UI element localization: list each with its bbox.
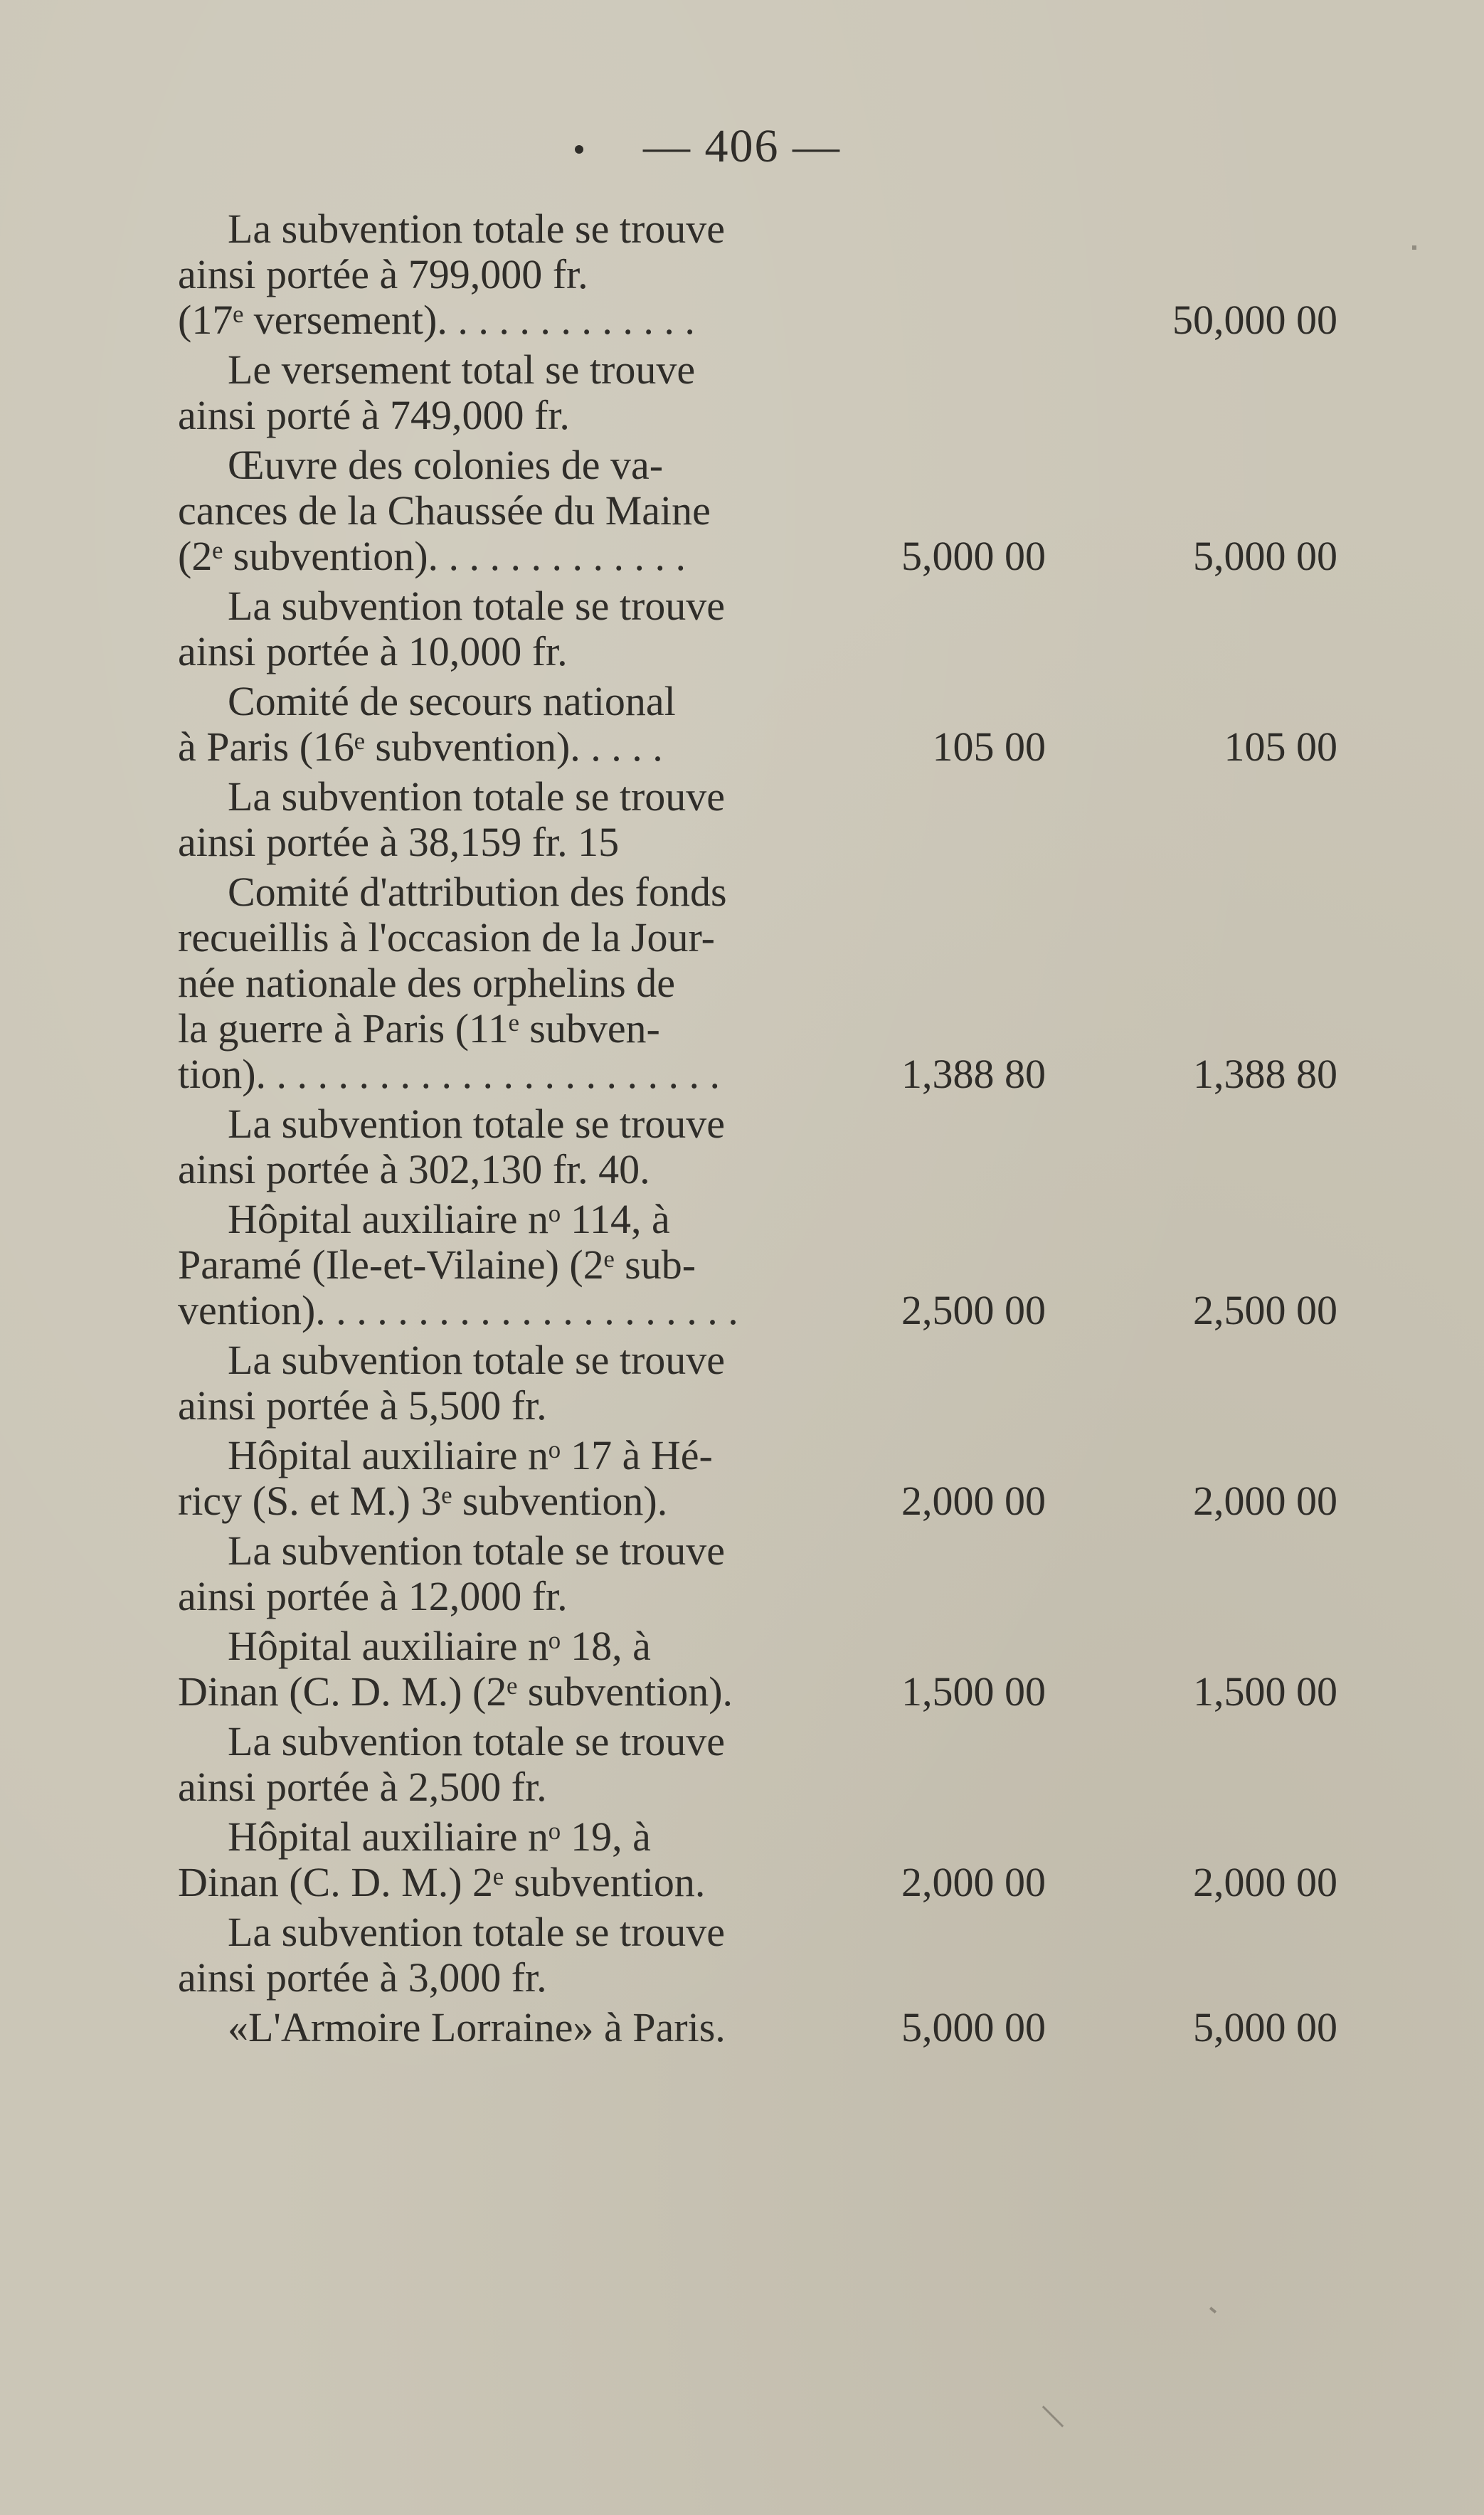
entry-description — [178, 1719, 761, 1810]
entry-text-line: ainsi portée à 38,159 fr. 15 — [178, 819, 620, 865]
ledger-entries — [0, 206, 1484, 2055]
entry-text-line: Œuvre des colonies de va- — [228, 442, 664, 488]
ledger-entry — [0, 1197, 1484, 1333]
ledger-entry — [0, 1101, 1484, 1192]
ledger-entry — [0, 347, 1484, 438]
entry-text-line: ainsi portée à 302,130 fr. 40. — [178, 1146, 650, 1192]
entry-text-line: La subvention totale se trouve — [228, 773, 726, 820]
entry-text-line: ricy (S. et M.) 3ᵉ subvention). — [178, 1478, 668, 1524]
entry-text-line: la guerre à Paris (11ᵉ subven- — [178, 1005, 660, 1052]
entry-text-line: (2ᵉ subvention). . . . . . . . . . . . . — [178, 533, 687, 579]
entry-description — [178, 443, 761, 579]
entry-text-line: ainsi portée à 5,500 fr. — [178, 1382, 547, 1429]
ledger-entry — [0, 869, 1484, 1097]
entry-text-line: (17ᵉ versement). . . . . . . . . . . . . — [178, 297, 695, 343]
ledger-entry — [0, 1814, 1484, 1905]
entry-text-line: Hôpital auxiliaire nᵒ 114, à — [228, 1196, 670, 1242]
entry-description — [178, 1814, 761, 1905]
entry-description — [178, 1528, 761, 1619]
amount-column-1: 2,000 00 — [901, 1859, 1046, 1905]
amount-column-1: 105 00 — [932, 724, 1046, 770]
entry-text-line: ainsi portée à 3,000 fr. — [178, 1954, 547, 2001]
ledger-entry — [0, 1910, 1484, 2001]
paper-scratch — [1042, 2405, 1064, 2427]
page-number: — 406 — — [643, 120, 841, 172]
entry-text-line: recueillis à l'occasion de la Jour- — [178, 914, 715, 960]
entry-text-line: ainsi portée à 12,000 fr. — [178, 1573, 568, 1619]
amount-column-1: 5,000 00 — [901, 533, 1046, 579]
entry-text-line: La subvention totale se trouve — [228, 1718, 726, 1764]
entry-text-line: La subvention totale se trouve — [228, 1909, 726, 1955]
amount-column-2: 2,000 00 — [1193, 1859, 1337, 1905]
amount-column-2: 2,000 00 — [1193, 1478, 1337, 1524]
ledger-entry — [0, 774, 1484, 865]
entry-text-line: La subvention totale se trouve — [228, 206, 726, 252]
entry-description — [178, 1910, 761, 2001]
entry-text-line: Le versement total se trouve — [228, 346, 696, 393]
ledger-entry — [0, 679, 1484, 770]
amount-column-1: 1,500 00 — [901, 1668, 1046, 1715]
entry-text-line: ainsi portée à 2,500 fr. — [178, 1764, 547, 1810]
entry-description — [178, 679, 761, 770]
entry-text-line: tion). . . . . . . . . . . . . . . . . . . . . . . — [178, 1051, 721, 1097]
entry-description — [178, 1624, 761, 1715]
amount-column-2: 1,500 00 — [1193, 1668, 1337, 1715]
entry-text-line: La subvention totale se trouve — [228, 1527, 726, 1574]
entry-text-line: née nationale des orphelins de — [178, 960, 675, 1006]
entry-description — [178, 1101, 761, 1192]
entry-text-line: Comité d'attribution des fonds — [228, 869, 727, 915]
amount-column-1: 2,500 00 — [901, 1287, 1046, 1333]
entry-text-line: ainsi porté à 749,000 fr. — [178, 392, 570, 438]
entry-description — [178, 347, 761, 438]
amount-column-1: 2,000 00 — [901, 1478, 1046, 1524]
entry-text-line: «L'Armoire Lorraine» à Paris. — [228, 2004, 726, 2050]
amount-column-2: 2,500 00 — [1193, 1287, 1337, 1333]
ledger-entry — [0, 1528, 1484, 1619]
ledger-entry — [0, 1719, 1484, 1810]
entry-description — [178, 869, 761, 1097]
entry-description — [178, 1197, 761, 1333]
paper-speck — [1412, 245, 1416, 250]
entry-text-line: Paramé (Ile-et-Vilaine) (2ᵉ sub- — [178, 1241, 696, 1288]
amount-column-2: 1,388 80 — [1193, 1051, 1337, 1097]
ledger-entry — [0, 583, 1484, 674]
entry-text-line: La subvention totale se trouve — [228, 1101, 726, 1147]
entry-description — [178, 2005, 761, 2050]
entry-description — [178, 206, 761, 343]
entry-text-line: Hôpital auxiliaire nᵒ 19, à — [228, 1814, 651, 1860]
ledger-entry — [0, 2005, 1484, 2050]
entry-description — [178, 1338, 761, 1429]
entry-text-line: vention). . . . . . . . . . . . . . . . . . . . . — [178, 1287, 738, 1333]
entry-description — [178, 583, 761, 674]
entry-text-line: Hôpital auxiliaire nᵒ 18, à — [228, 1623, 651, 1669]
amount-column-2: 105 00 — [1224, 724, 1337, 770]
entry-description — [178, 1433, 761, 1524]
entry-text-line: Dinan (C. D. M.) 2ᵉ subvention. — [178, 1859, 706, 1905]
paper-speck — [1209, 2307, 1217, 2313]
page-number-header — [0, 120, 1484, 174]
amount-column-2: 5,000 00 — [1193, 2004, 1337, 2050]
entry-text-line: La subvention totale se trouve — [228, 1337, 726, 1383]
entry-description — [178, 774, 761, 865]
amount-column-2: 5,000 00 — [1193, 533, 1337, 579]
entry-text-line: Hôpital auxiliaire nᵒ 17 à Hé- — [228, 1432, 713, 1478]
ledger-entry — [0, 1433, 1484, 1524]
entry-text-line: Comité de secours national — [228, 678, 676, 724]
amount-column-1: 5,000 00 — [901, 2004, 1046, 2050]
ledger-entry — [0, 1338, 1484, 1429]
entry-text-line: La subvention totale se trouve — [228, 583, 726, 629]
amount-column-1: 1,388 80 — [901, 1051, 1046, 1097]
entry-text-line: ainsi portée à 799,000 fr. — [178, 251, 588, 297]
ledger-entry — [0, 206, 1484, 343]
entry-text-line: cances de la Chaussée du Maine — [178, 487, 711, 534]
ledger-entry — [0, 1624, 1484, 1715]
entry-text-line: ainsi portée à 10,000 fr. — [178, 628, 568, 674]
ink-dot — [575, 145, 583, 154]
entry-text-line: Dinan (C. D. M.) (2ᵉ subvention). — [178, 1668, 733, 1715]
ledger-entry — [0, 443, 1484, 579]
entry-text-line: à Paris (16ᵉ subvention). . . . . — [178, 724, 663, 770]
amount-column-2: 50,000 00 — [1172, 297, 1337, 343]
